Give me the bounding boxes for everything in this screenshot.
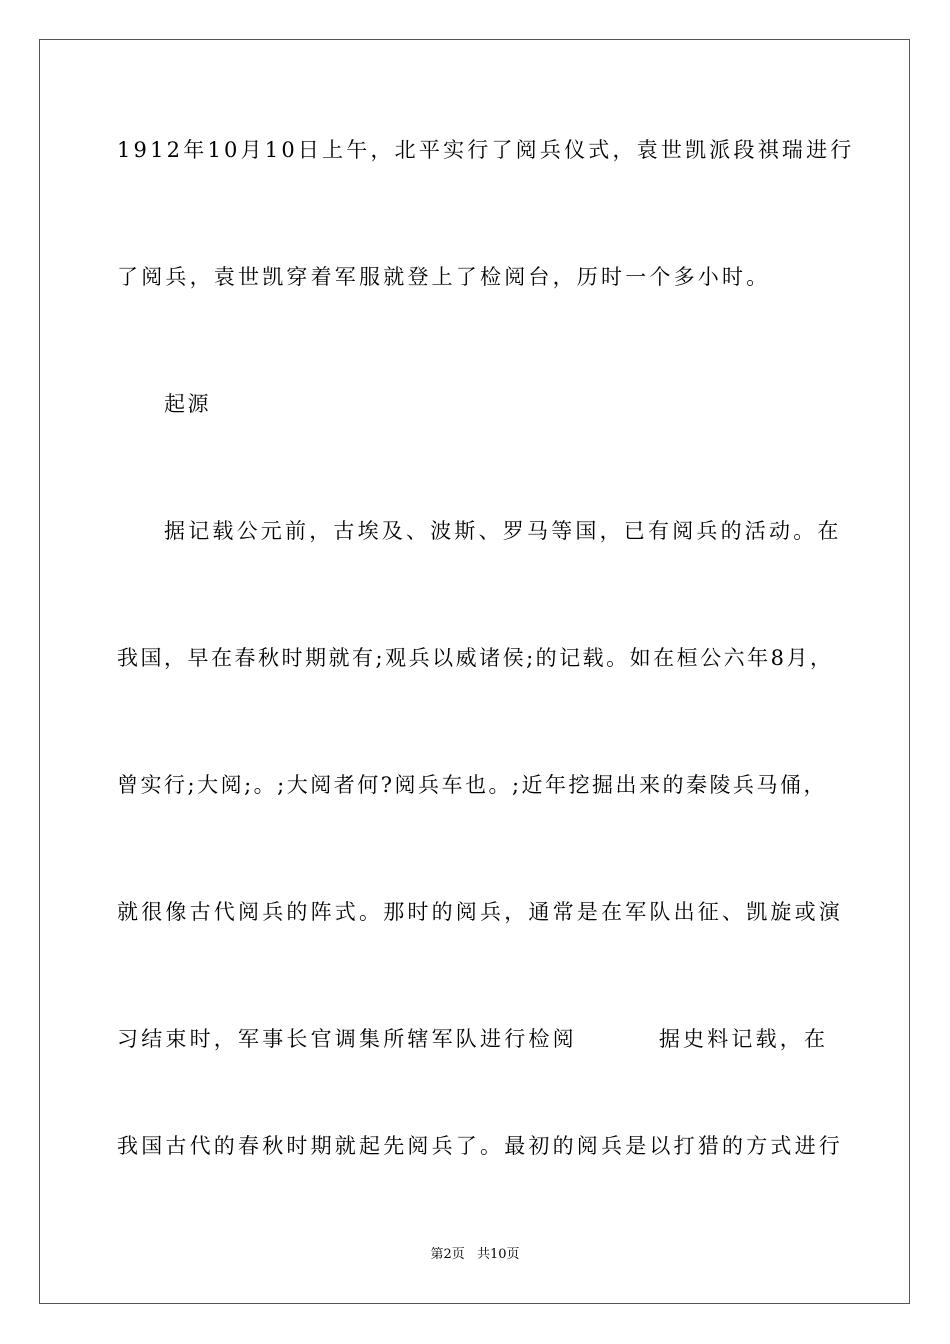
text-line-4: 我国，早在春秋时期就有;观兵以威诸侯;的记载。如在桓公六年8月， <box>117 646 834 670</box>
text-line-7 <box>117 1024 837 1054</box>
text-line-7-right: 据史料记载，在 <box>658 1027 829 1051</box>
text-line-5: 曾实行;大阅;。;大阅者何?阅兵车也。;近年挖掘出来的秦陵兵马俑， <box>117 773 828 797</box>
text-line-2: 了阅兵，袁世凯穿着军服就登上了检阅台，历时一个多小时。 <box>117 265 771 289</box>
section-heading: 起源 <box>164 392 211 416</box>
page-footer <box>0 1246 950 1264</box>
text-line-1: 1912年10月10日上午，北平实行了阅兵仪式，袁世凯派段祺瑞进行 <box>117 138 855 162</box>
text-line-8: 我国古代的春秋时期就起先阅兵了。最初的阅兵是以打猎的方式进行 <box>117 1134 843 1158</box>
page-total: 共10页 <box>476 1247 520 1262</box>
text-line-3: 据记载公元前，古埃及、波斯、罗马等国，已有阅兵的活动。在 <box>164 519 842 543</box>
text-line-7-left: 习结束时，军事长官调集所辖军队进行检阅 <box>117 1027 577 1051</box>
page-number: 第2页 <box>430 1247 465 1262</box>
text-line-6: 就很像古代阅兵的阵式。那时的阅兵，通常是在军队出征、凯旋或演 <box>117 900 843 924</box>
